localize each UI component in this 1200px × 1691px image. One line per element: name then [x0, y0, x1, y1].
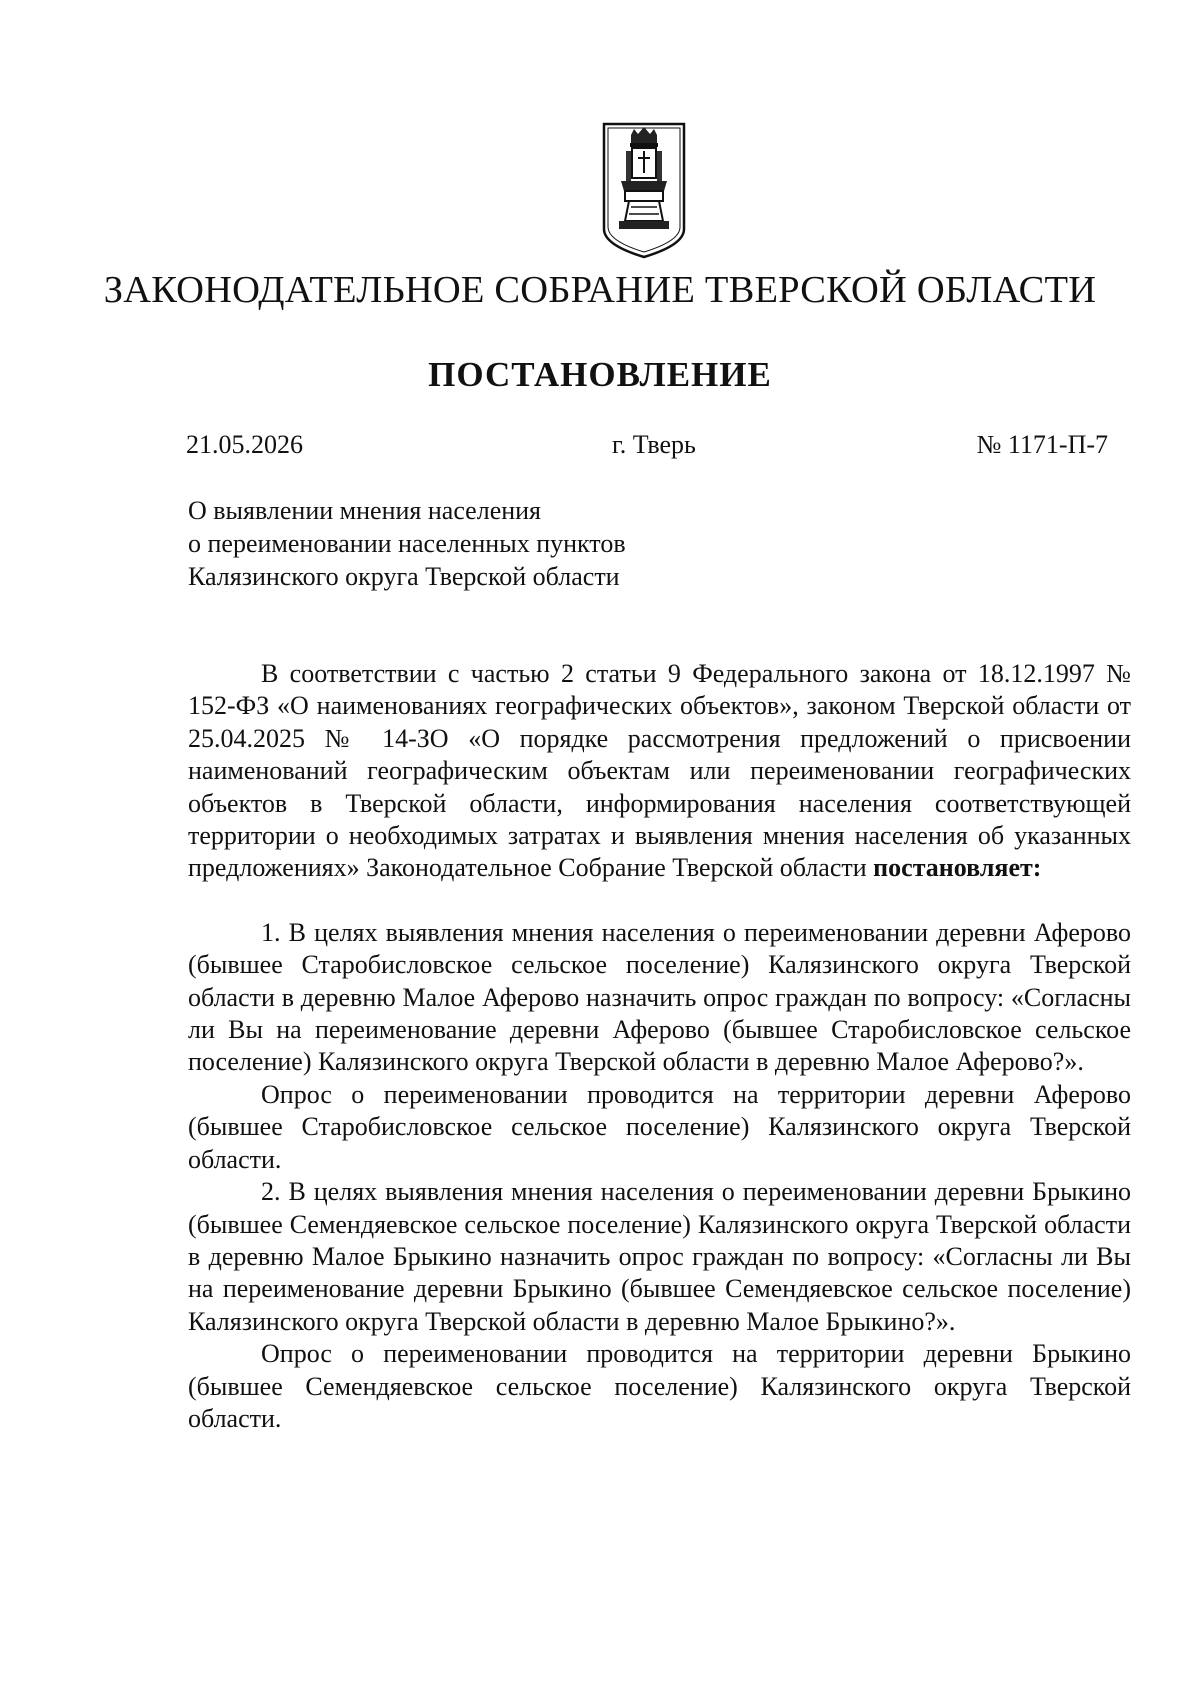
subject-line: О выявлении мнения населения: [188, 496, 542, 525]
subject-line: Калязинского округа Тверской области: [188, 562, 620, 591]
subject-line: о переименовании населенных пунктов: [188, 529, 626, 558]
preamble-paragraph: [188, 658, 1131, 885]
preamble-text: В соответствии с частью 2 статьи 9 Федерального закона от 18.12.1997 № 152-ФЗ «О наименованиях географических объектов», законом Тверской области от 25.04.2025 № 14-ЗО «О порядке рассмотрения предложений о присвоении наименований географическим объектам или переименовании географических объектов в Тверской области, информирования населения соответствующей территории о необходимых затратах и выявления мнения населения об указанных предложениях» Законодательное Собрание Тверской области: [188, 659, 1131, 883]
document-date: 21.05.2026: [186, 430, 303, 459]
document-city: г. Тверь: [612, 430, 696, 459]
document-subject: [188, 494, 626, 593]
document-type: ПОСТАНОВЛЕНИЕ: [428, 355, 772, 394]
body-paragraph: Опрос о переименовании проводится на территории деревни Брыкино (бывшее Семендяевское сельское поселение) Калязинского округа Тверской области.: [188, 1339, 1131, 1433]
document-number: № 1171-П-7: [976, 430, 1108, 459]
document-body: [188, 658, 1131, 1435]
coat-of-arms-icon: [601, 121, 687, 259]
body-paragraph: Опрос о переименовании проводится на территории деревни Аферово (бывшее Старобисловское сельское поселение) Калязинского округа Тверской области.: [188, 1079, 1131, 1174]
preamble-decision: постановляет:: [873, 853, 1042, 883]
body-paragraph: 2. В целях выявления мнения населения о переименовании деревни Брыкино (бывшее Семендяевское сельское поселение) Калязинского округа Тверской области в деревню Малое Брыкино назначить опрос граждан по вопросу: «Согласны ли Вы на переименование деревни Брыкино (бывшее Семендяевское сельское поселение) Калязинского округа Тверской области в деревню Малое Брыкино?».: [188, 1177, 1131, 1336]
body-paragraph: 1. В целях выявления мнения населения о переименовании деревни Аферово (бывшее Старобисловское сельское поселение) Калязинского округа Тверской области в деревню Малое Аферово назначить опрос граждан по вопросу: «Согласны ли Вы на переименование деревни Аферово (бывшее Старобисловское сельское поселение) Калязинского округа Тверской области в деревню Малое Аферово?».: [188, 917, 1131, 1077]
organization-title: ЗАКОНОДАТЕЛЬНОЕ СОБРАНИЕ ТВЕРСКОЙ ОБЛАСТИ: [103, 269, 1097, 311]
